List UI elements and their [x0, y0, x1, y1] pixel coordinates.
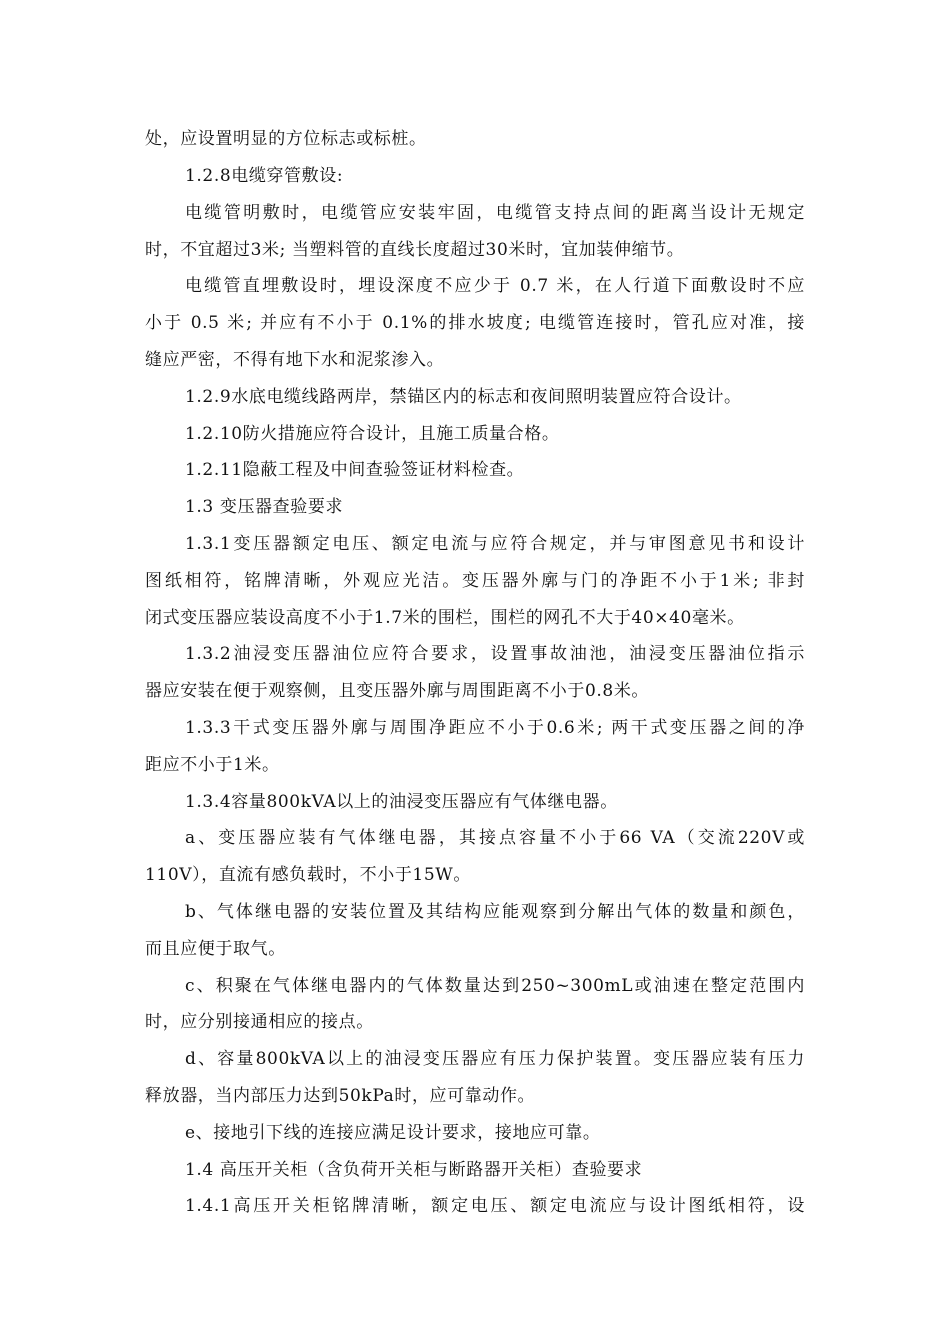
text-line-23: 而且应便于取气。 — [145, 939, 286, 959]
text-line-5: 电缆管直埋敷设时，埋设深度不应少于 0.7 米，在人行道下面敷设时不应 — [185, 276, 805, 296]
section-item-1-3-1: 1.3.1变压器额定电压、额定电流与应符合规定，并与审图意见书和设计 — [185, 534, 805, 554]
list-item-d: d、容量800kVA以上的油浸变压器应有压力保护装置。变压器应装有压力 — [185, 1049, 805, 1069]
list-item-c: c、积聚在气体继电器内的气体数量达到250~300mL或油速在整定范围内 — [185, 976, 805, 996]
section-item-1-2-9: 1.2.9水底电缆线路两岸，禁锚区内的标志和夜间照明装置应符合设计。 — [185, 387, 742, 407]
text-line-25: 时，应分别接通相应的接点。 — [145, 1012, 374, 1032]
text-line-21: 110V），直流有感负载时，不小于15W。 — [145, 865, 471, 885]
text-line-1: 处，应设置明显的方位标志或标桩。 — [145, 129, 427, 149]
list-item-e: e、接地引下线的连接应满足设计要求，接地应可靠。 — [185, 1123, 601, 1143]
list-item-a: a、变压器应装有气体继电器，其接点容量不小于66 VA（交流220V或 — [185, 828, 805, 848]
text-line-16: 器应安装在便于观察侧，且变压器外廓与周围距离不小于0.8米。 — [145, 681, 650, 701]
text-line-18: 距应不小于1米。 — [145, 755, 280, 775]
section-item-1-2-11: 1.2.11隐蔽工程及中间查验签证材料检查。 — [185, 460, 525, 480]
section-item-1-3-4: 1.3.4容量800kVA以上的油浸变压器应有气体继电器。 — [185, 792, 618, 812]
section-heading-1-2-8: 1.2.8电缆穿管敷设: — [185, 166, 344, 186]
section-item-1-2-10: 1.2.10防火措施应符合设计，且施工质量合格。 — [185, 424, 560, 444]
text-line-4: 时，不宜超过3米; 当塑料管的直线长度超过30米时，宜加装伸缩节。 — [145, 240, 685, 260]
text-line-14: 闭式变压器应装设高度不小于1.7米的围栏，围栏的网孔不大于40×40毫米。 — [145, 608, 745, 628]
text-line-27: 释放器，当内部压力达到50kPa时，应可靠动作。 — [145, 1086, 536, 1106]
section-heading-1-3: 1.3 变压器查验要求 — [185, 497, 344, 517]
text-line-7: 缝应严密，不得有地下水和泥浆渗入。 — [145, 350, 445, 370]
text-line-6: 小于 0.5 米; 并应有不小于 0.1%的排水坡度; 电缆管连接时，管孔应对准，接 — [145, 313, 805, 333]
section-heading-1-4: 1.4 高压开关柜（含负荷开关柜与断路器开关柜）查验要求 — [185, 1160, 643, 1180]
list-item-b: b、气体继电器的安装位置及其结构应能观察到分解出气体的数量和颜色， — [185, 902, 805, 922]
text-line-13: 图纸相符，铭牌清晰，外观应光洁。变压器外廓与门的净距不小于1米; 非封 — [145, 571, 805, 591]
text-line-3: 电缆管明敷时，电缆管应安装牢固，电缆管支持点间的距离当设计无规定 — [185, 203, 805, 223]
section-item-1-3-3: 1.3.3干式变压器外廓与周围净距应不小于0.6米; 两干式变压器之间的净 — [185, 718, 805, 738]
section-item-1-4-1: 1.4.1高压开关柜铭牌清晰，额定电压、额定电流应与设计图纸相符，设 — [185, 1196, 805, 1216]
section-item-1-3-2: 1.3.2油浸变压器油位应符合要求，设置事故油池，油浸变压器油位指示 — [185, 644, 805, 664]
